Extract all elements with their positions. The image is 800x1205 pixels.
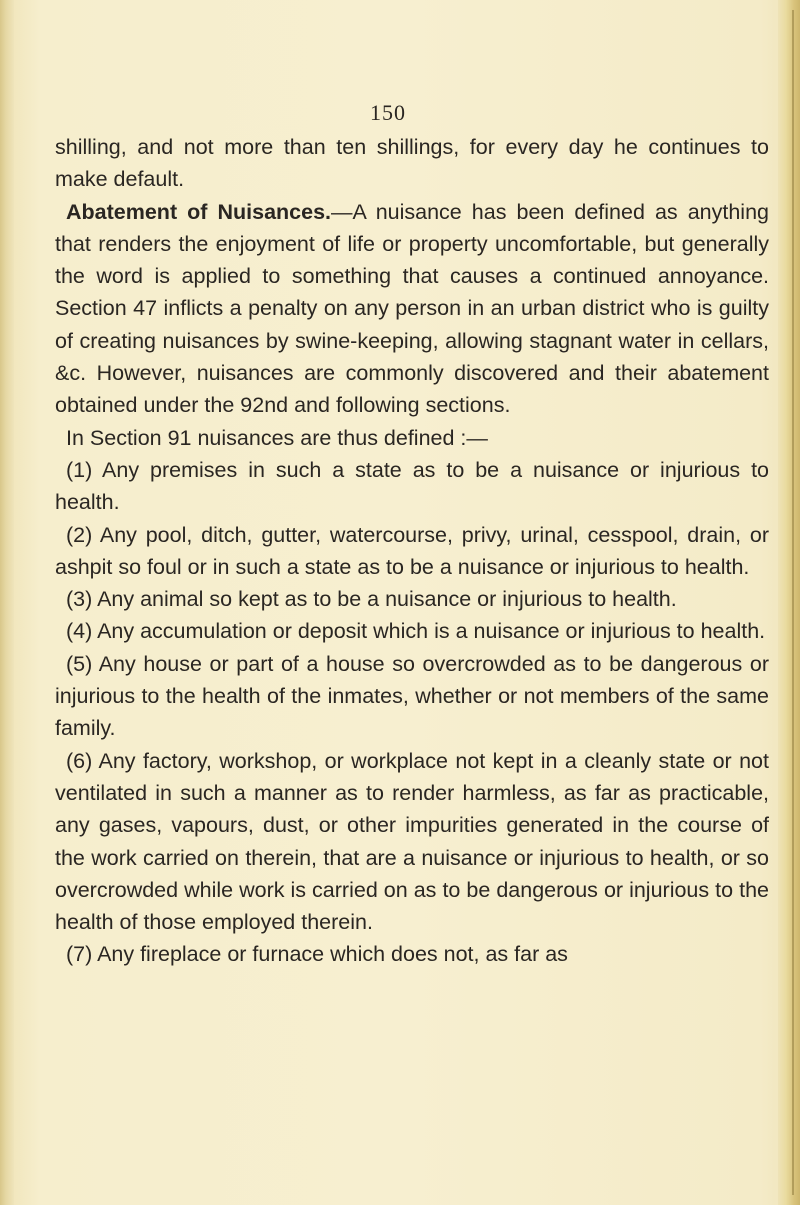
paragraph-text: (6) Any factory, workshop, or workplace not kept in a cleanly state or not ventilated in such a manner as to render harmless, as far as practicable, any gases, vapours, dust, or other impurities generated in the course of the work carried on therein, that are a nuisance or injurious to health, or so overcrowded while work is carried on as to be dangerous or injurious to the health of those employed therein. (55, 748, 769, 935)
list-item-6 (55, 745, 769, 939)
list-item-3 (55, 583, 769, 615)
paragraph-text: (2) Any pool, ditch, gutter, watercourse, privy, urinal, cesspool, drain, or ashpit so foul or in such a state as to be a nuisance or injurious to health. (55, 522, 769, 579)
list-item-4 (55, 615, 769, 647)
list-item-1 (55, 454, 769, 519)
page-gutter (0, 0, 14, 1205)
paragraph-text: (1) Any premises in such a state as to be a nuisance or injurious to health. (55, 457, 769, 515)
list-item-2 (55, 519, 769, 584)
binding-line (792, 10, 794, 1195)
paragraph-text: In Section 91 nuisances are thus defined :— (66, 425, 488, 450)
paragraph-section-91 (55, 422, 769, 454)
paragraph-text: (7) Any fireplace or furnace which does not, as far as (66, 942, 568, 967)
paragraph-text: (4) Any accumulation or deposit which is a nuisance or injurious to health. (66, 619, 766, 644)
page-edge (778, 0, 800, 1205)
list-item-5 (55, 648, 769, 745)
paragraph-text: —A nuisance has been defined as anything that renders the enjoyment of life or property uncomfortable, but generally the word is applied to something that causes a continued annoyance. Section 47 inflicts a penalty on any person in an urban district who is guilty of creating nuisances by swine-keeping, allowing stagnant water in cellars, &c. However, nuisances are commonly discovered and their abatement obtained under the 92nd and following sections. (55, 199, 769, 418)
paragraph-continued (55, 131, 769, 196)
paragraph-abatement (55, 196, 769, 422)
body-text (55, 131, 769, 971)
list-item-7 (55, 938, 769, 970)
section-heading: Abatement of Nuisances. (66, 199, 331, 224)
paragraph-text: (5) Any house or part of a house so overcrowded as to be dangerous or injurious to the health of the inmates, whether or not members of the same family. (55, 651, 769, 741)
paragraph-text: shilling, and not more than ten shillings, for every day he continues to make default. (55, 135, 769, 192)
page-number: 150 (370, 100, 406, 125)
paragraph-text: (3) Any animal so kept as to be a nuisance or injurious to health. (66, 587, 677, 612)
